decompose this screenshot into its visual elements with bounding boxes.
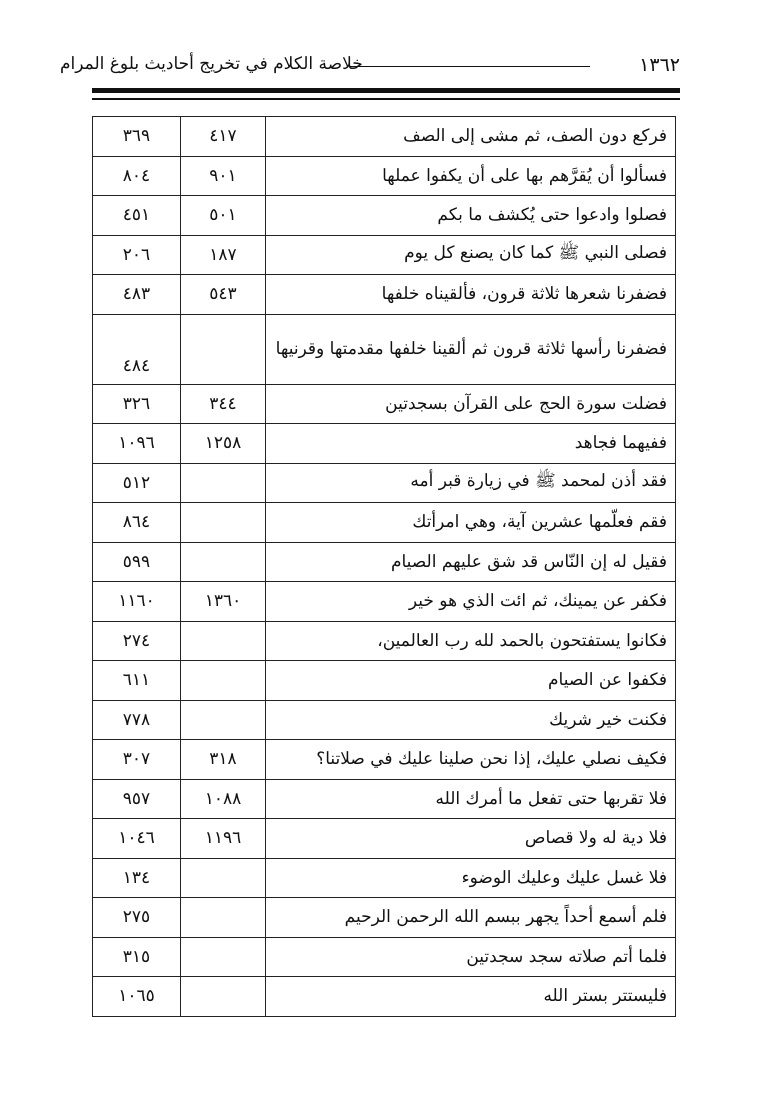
table-row (93, 117, 676, 157)
hadith-number-cell (181, 503, 266, 543)
hadith-text-cell: فضفرنا شعرها ثلاثة قرون، فألقيناه خلفها (266, 275, 676, 315)
hadith-number-cell (181, 977, 266, 1017)
table-row (93, 819, 676, 859)
hadith-number-cell (181, 937, 266, 977)
table-row (93, 937, 676, 977)
hadith-text-cell: فصلوا وادعوا حتى يُكشف ما بكم (266, 196, 676, 236)
hadith-text-cell: فصلى النبي ﷺ كما كان يصنع كل يوم (266, 235, 676, 275)
table-row (93, 977, 676, 1017)
page-cell: ٩٥٧ (93, 779, 181, 819)
table-row (93, 700, 676, 740)
hadith-text-cell: فكفر عن يمينك، ثم ائت الذي هو خير (266, 582, 676, 622)
hadith-text-cell: فركع دون الصف، ثم مشى إلى الصف (266, 117, 676, 157)
hadith-text-cell: فضفرنا رأسها ثلاثة قرون ثم ألقينا خلفها مقدمتها وقرنيها (266, 314, 676, 384)
table-row (93, 235, 676, 275)
table-row (93, 424, 676, 464)
page-cell: ٤٨٣ (93, 275, 181, 315)
hadith-text-cell: فقيل له إن النّاس قد شق عليهم الصيام (266, 542, 676, 582)
page-cell: ١٠٤٦ (93, 819, 181, 859)
hadith-text-cell: فقد أذن لمحمد ﷺ في زيارة قبر أمه (266, 463, 676, 503)
hadith-number-cell: ١٠٨٨ (181, 779, 266, 819)
page-cell: ٨٠٤ (93, 156, 181, 196)
hadith-text-cell: فلا غسل عليك وعليك الوضوء (266, 858, 676, 898)
hadith-text-cell: فلم أسمع أحداً يجهر ببسم الله الرحمن الرحيم (266, 898, 676, 938)
hadith-number-cell: ٩٠١ (181, 156, 266, 196)
hadith-text-cell: فكنت خير شريك (266, 700, 676, 740)
hadith-text-cell: فضلت سورة الحج على القرآن بسجدتين (266, 384, 676, 424)
running-header (60, 52, 680, 82)
hadith-number-cell (181, 314, 266, 384)
table-row (93, 858, 676, 898)
page-cell: ١٠٩٦ (93, 424, 181, 464)
table-row (93, 275, 676, 315)
hadith-number-cell (181, 542, 266, 582)
hadith-number-cell (181, 661, 266, 701)
hadith-number-cell: ١٨٧ (181, 235, 266, 275)
page-cell: ٣٢٦ (93, 384, 181, 424)
hadith-text-cell: ففيهما فجاهد (266, 424, 676, 464)
hadith-text-cell: فلا تقربها حتى تفعل ما أمرك الله (266, 779, 676, 819)
header-divider-thick (92, 88, 680, 93)
table-row (93, 384, 676, 424)
page-number: ١٣٦٢ (639, 54, 680, 76)
hadith-number-cell: ٤١٧ (181, 117, 266, 157)
hadith-number-cell: ٥٠١ (181, 196, 266, 236)
page-cell: ٣١٥ (93, 937, 181, 977)
table-row (93, 503, 676, 543)
header-rule (350, 66, 590, 67)
table-row (93, 542, 676, 582)
hadith-number-cell (181, 700, 266, 740)
page-cell: ١٣٤ (93, 858, 181, 898)
hadith-text-cell: فكيف نصلي عليك، إذا نحن صلينا عليك في صلاتنا؟ (266, 740, 676, 780)
hadith-text-cell: فسألوا أن يُقرَّهم بها على أن يكفوا عملها (266, 156, 676, 196)
table-row (93, 463, 676, 503)
hadith-number-cell (181, 463, 266, 503)
hadith-number-cell: ١١٩٦ (181, 819, 266, 859)
hadith-index-table (92, 116, 676, 1017)
page-cell: ١٠٦٥ (93, 977, 181, 1017)
page-cell: ٣٦٩ (93, 117, 181, 157)
table-row (93, 779, 676, 819)
page-cell: ٢٠٦ (93, 235, 181, 275)
table-row (93, 156, 676, 196)
page-cell: ٥١٢ (93, 463, 181, 503)
book-title: خلاصة الكلام في تخريج أحاديث بلوغ المرام (60, 54, 363, 74)
page-cell: ٢٧٤ (93, 621, 181, 661)
hadith-number-cell: ١٣٦٠ (181, 582, 266, 622)
page-cell: ٨٦٤ (93, 503, 181, 543)
table-row (93, 898, 676, 938)
hadith-number-cell: ٥٤٣ (181, 275, 266, 315)
page-cell: ١١٦٠ (93, 582, 181, 622)
hadith-number-cell (181, 898, 266, 938)
header-divider-thin (92, 98, 680, 100)
table-row (93, 621, 676, 661)
hadith-number-cell: ٣٤٤ (181, 384, 266, 424)
hadith-text-cell: فقم فعلّمها عشرين آية، وهي امرأتك (266, 503, 676, 543)
page-cell: ٣٠٧ (93, 740, 181, 780)
table-row (93, 196, 676, 236)
table-row (93, 314, 676, 384)
hadith-text-cell: فكانوا يستفتحون بالحمد لله رب العالمين، (266, 621, 676, 661)
hadith-number-cell: ٣١٨ (181, 740, 266, 780)
hadith-text-cell: فليستتر بستر الله (266, 977, 676, 1017)
table-row (93, 661, 676, 701)
page-cell: ٤٥١ (93, 196, 181, 236)
hadith-number-cell: ١٢٥٨ (181, 424, 266, 464)
hadith-number-cell (181, 621, 266, 661)
hadith-text-cell: فلما أتم صلاته سجد سجدتين (266, 937, 676, 977)
hadith-number-cell (181, 858, 266, 898)
page-cell: ٢٧٥ (93, 898, 181, 938)
table-row (93, 740, 676, 780)
page-cell: ٧٧٨ (93, 700, 181, 740)
page-cell: ٦١١ (93, 661, 181, 701)
page-cell: ٤٨٤ (93, 314, 181, 384)
hadith-text-cell: فكفوا عن الصيام (266, 661, 676, 701)
page-cell: ٥٩٩ (93, 542, 181, 582)
table-row (93, 582, 676, 622)
hadith-text-cell: فلا دية له ولا قصاص (266, 819, 676, 859)
